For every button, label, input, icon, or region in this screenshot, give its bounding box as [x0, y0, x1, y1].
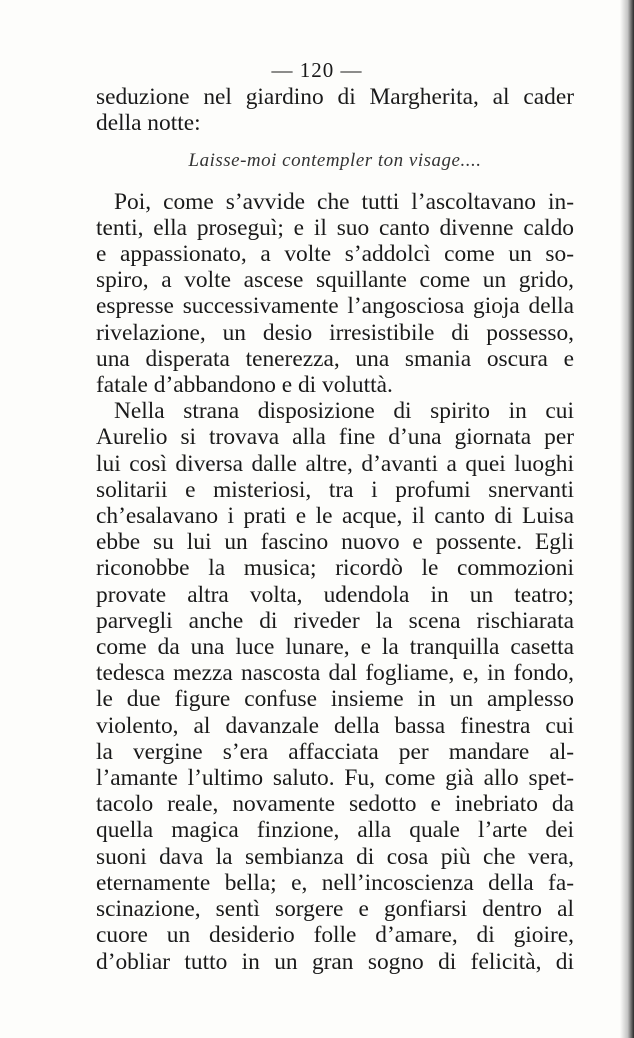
text-line: cuore un desiderio folle d’amare, di gioire, [96, 922, 574, 949]
text-line: d’obliar tutto in un gran sogno di felicità, di [96, 948, 574, 975]
text-line: quella magica finzione, alla quale l’arte dei [96, 817, 574, 844]
text-line: Aurelio si trovava alla fine d’una giornata per [96, 424, 574, 451]
text-line: come da una luce lunare, e la tranquilla casetta [96, 634, 574, 661]
text-line: Poi, come s’avvide che tutti l’ascoltavano in- [114, 188, 574, 215]
text-line: della notte: [96, 110, 201, 137]
text-line: violento, al davanzale della bassa finestra cui [96, 712, 574, 739]
text-line: lui così diversa dalle altre, d’avanti a quei luoghi [96, 450, 574, 477]
text-line: l’amante l’ultimo saluto. Fu, come già allo spet- [96, 765, 574, 792]
text-line: e appassionato, a volte s’addolcì come un so- [96, 241, 574, 268]
text-line: tedesca mezza nascosta dal fogliame, e, in fondo, [96, 660, 574, 687]
page-body [96, 84, 574, 975]
text-line: una disperata tenerezza, una smania oscura e [96, 345, 574, 372]
text-line: la vergine s’era affacciata per mandare al- [96, 738, 574, 765]
text-line: rivelazione, un desio irresistibile di possesso, [96, 319, 574, 346]
quoted-verse: Laisse-moi contempler ton visage.... [188, 150, 482, 172]
text-line: espresse successivamente l’angosciosa gioja della [96, 293, 574, 320]
page-number: — 120 — [271, 58, 363, 82]
text-line: seduzione nel giardino di Margherita, al cader [96, 84, 574, 110]
text-line: riconobbe la musica; ricordò le commozioni [96, 555, 574, 582]
text-line: spiro, a volte ascese squillante come un grido, [96, 267, 574, 294]
text-line: provate altra volta, udendola in un teatro; [96, 581, 574, 608]
text-line: eternamente bella; e, nell’incoscienza della fa- [96, 869, 574, 896]
text-line: ebbe su lui un fascino nuovo e possente. Egli [96, 529, 574, 556]
text-line: Nella strana disposizione di spirito in cui [114, 398, 574, 425]
page-edge-shadow [620, 0, 634, 1038]
text-line: suoni dava la sembianza di cosa più che vera, [96, 843, 574, 870]
text-line: tenti, ella proseguì; e il suo canto divenne caldo [96, 214, 574, 241]
text-line: scinazione, sentì sorgere e gonfiarsi dentro al [96, 896, 574, 923]
text-line: le due figure confuse insieme in un amplesso [96, 686, 574, 713]
text-line: ch’esalavano i prati e le acque, il canto di Luisa [96, 503, 574, 530]
text-line: tacolo reale, novamente sedotto e inebriato da [96, 791, 574, 818]
text-line: fatale d’abbandono e di voluttà. [96, 372, 393, 399]
text-line: solitarii e misteriosi, tra i profumi snervanti [96, 476, 574, 503]
text-line: parvegli anche di riveder la scena rischiarata [96, 607, 574, 634]
